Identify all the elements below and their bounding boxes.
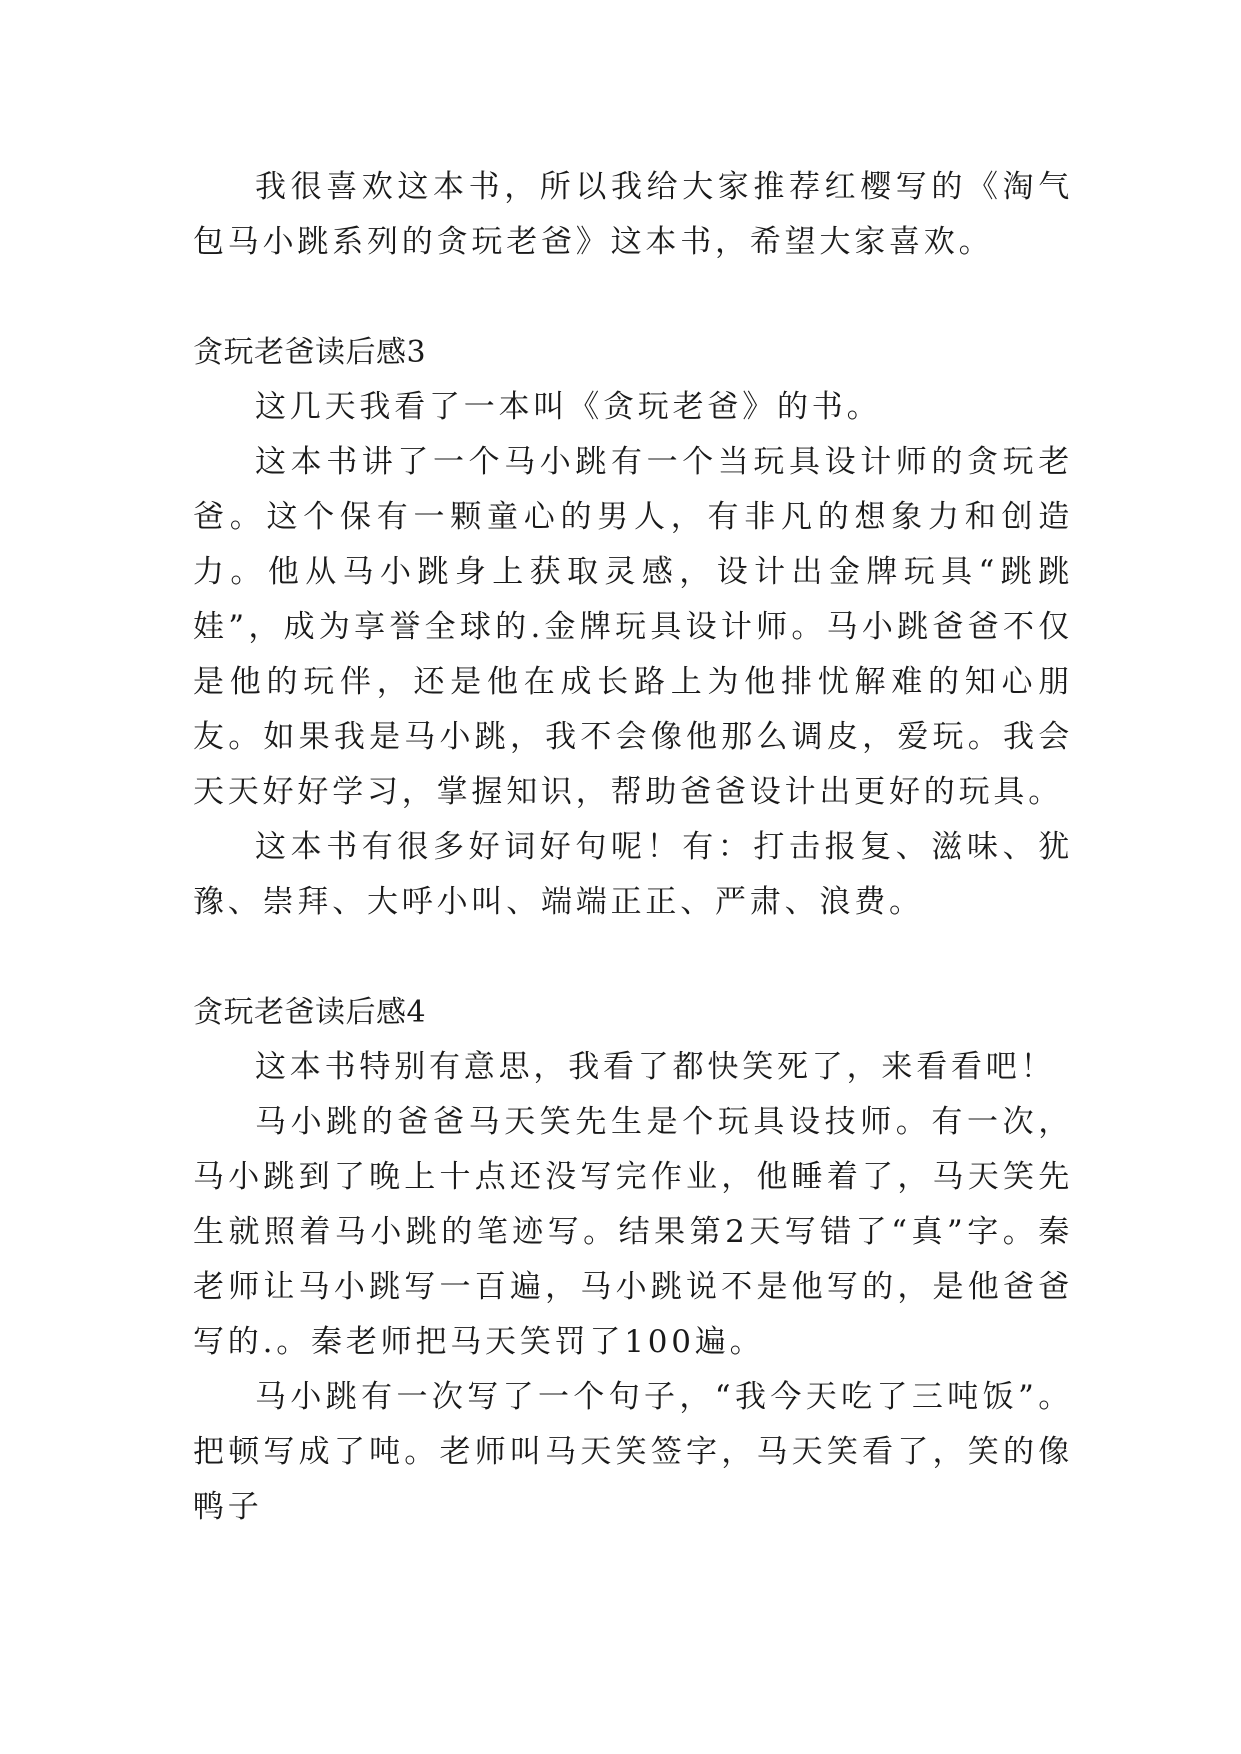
section-heading-4: 贪玩老爸读后感4	[193, 995, 427, 1030]
paragraph-story-3: 这本书讲了一个马小跳有一个当玩具设计师的贪玩老爸。这个保有一颗童心的男人，有非凡的想象力和创造力。他从马小跳身上获取灵感，设计出金牌玩具“跳跳娃”，成为享誉全球的.金牌玩具设计师。马小跳爸爸不仅是他的玩伴，还是他在成长路上为他排忧解难的知心朋友。如果我是马小跳，我不会像他那么调皮，爱玩。我会天天好好学习，掌握知识，帮助爸爸设计出更好的玩具。	[193, 444, 1073, 810]
section-spacer	[193, 270, 1073, 325]
paragraph-vocabulary-3: 这本书有很多好词好句呢！有：打击报复、滋味、犹豫、崇拜、大呼小叫、端端正正、严肃、浪费。	[193, 829, 1073, 920]
section-heading-3: 贪玩老爸读后感3	[193, 335, 427, 370]
document-body	[193, 160, 1073, 1535]
section-spacer	[193, 930, 1073, 985]
paragraph-story-4: 马小跳的爸爸马天笑先生是个玩具设技师。有一次，马小跳到了晚上十点还没写完作业，他睡着了，马天笑先生就照着马小跳的笔迹写。结果第2天写错了“真”字。秦老师让马小跳写一百遍，马小跳说不是他写的，是他爸爸写的.。秦老师把马天笑罚了100遍。	[193, 1104, 1073, 1360]
paragraph-sentence-4: 马小跳有一次写了一个句子，“我今天吃了三吨饭”。把顿写成了吨。老师叫马天笑签字，马天笑看了，笑的像鸭子	[193, 1379, 1073, 1525]
paragraph-intro-4: 这本书特别有意思，我看了都快笑死了，来看看吧！	[255, 1049, 1056, 1085]
paragraph-intro-3: 这几天我看了一本叫《贪玩老爸》的书。	[255, 389, 882, 425]
paragraph-recommendation: 我很喜欢这本书，所以我给大家推荐红樱写的《淘气包马小跳系列的贪玩老爸》这本书，希望大家喜欢。	[193, 169, 1073, 260]
